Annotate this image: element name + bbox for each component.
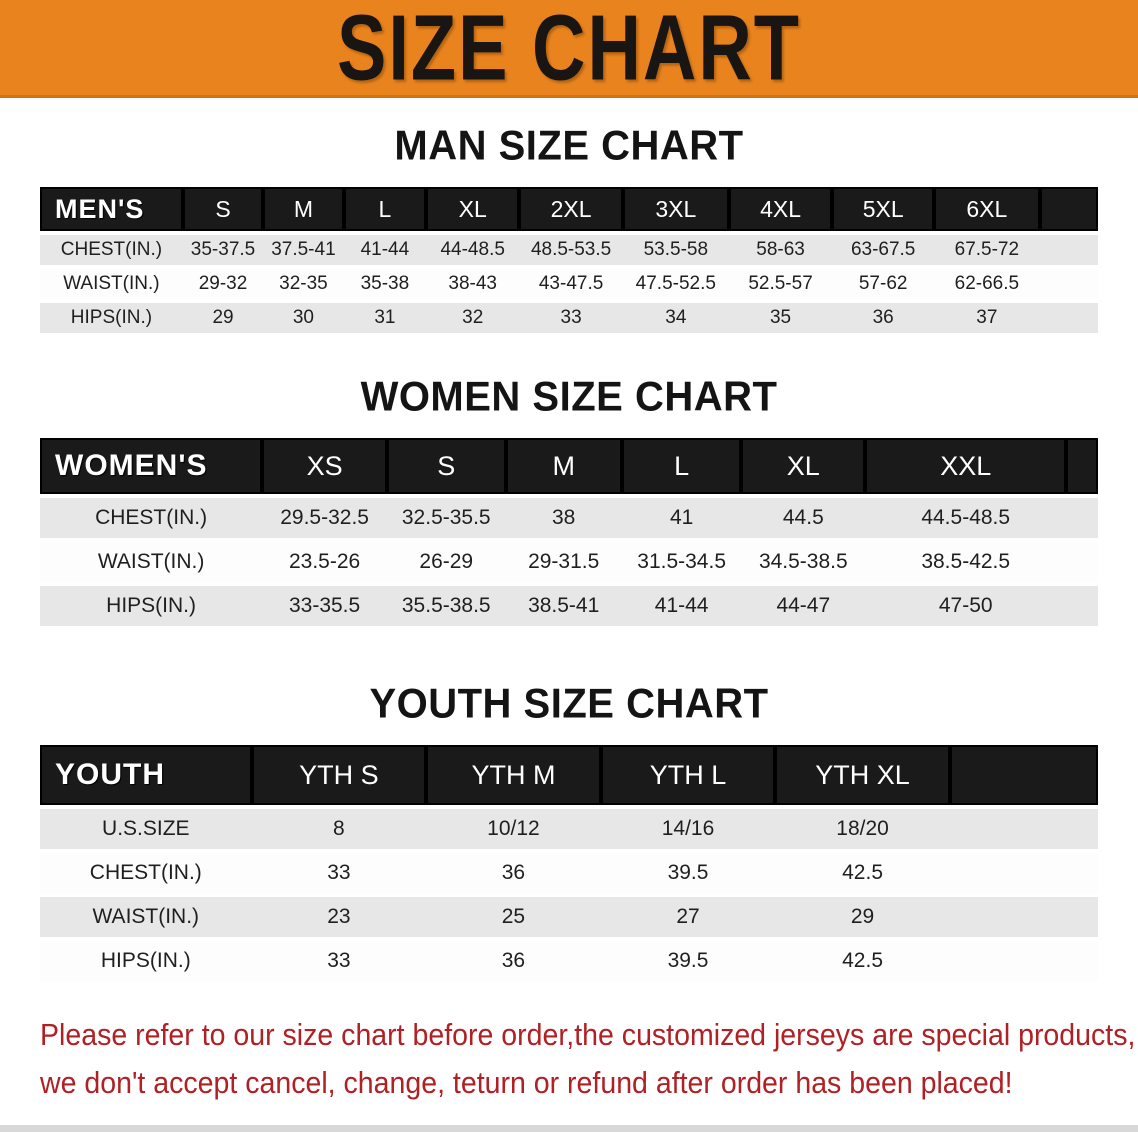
- value-cell: 36: [426, 853, 601, 893]
- spacer-cell: [1066, 438, 1098, 494]
- value-cell: 32: [426, 303, 519, 333]
- value-cell: 29.5-32.5: [262, 498, 387, 538]
- banner-title: SIZE CHART: [337, 0, 801, 98]
- value-cell: 67.5-72: [934, 235, 1040, 265]
- table-row: [40, 941, 1098, 981]
- value-cell: 38.5-42.5: [865, 542, 1066, 582]
- size-column-header: YTH S: [252, 745, 427, 805]
- table-row: [40, 586, 1098, 626]
- value-cell: 29-32: [183, 269, 263, 299]
- value-cell: 43-47.5: [519, 269, 623, 299]
- value-cell: 29-31.5: [506, 542, 622, 582]
- spacer-cell: [1040, 235, 1098, 265]
- disclaimer-text: [40, 1011, 1135, 1107]
- value-cell: 10/12: [426, 809, 601, 849]
- table-row: [40, 303, 1098, 333]
- row-label: WAIST(IN.): [40, 269, 183, 299]
- spacer-cell: [950, 897, 1098, 937]
- spacer-cell: [1066, 542, 1098, 582]
- value-cell: 62-66.5: [934, 269, 1040, 299]
- size-column-header: XS: [262, 438, 387, 494]
- size-column-header: L: [344, 187, 427, 231]
- table-row: [40, 853, 1098, 893]
- value-cell: 38-43: [426, 269, 519, 299]
- value-cell: 41-44: [622, 586, 742, 626]
- value-cell: 48.5-53.5: [519, 235, 623, 265]
- value-cell: 63-67.5: [832, 235, 934, 265]
- size-column-header: XXL: [865, 438, 1066, 494]
- value-cell: 44-48.5: [426, 235, 519, 265]
- size-column-header: 6XL: [934, 187, 1040, 231]
- value-cell: 34.5-38.5: [741, 542, 865, 582]
- size-chart-banner: [0, 0, 1138, 98]
- size-column-header: YTH XL: [775, 745, 950, 805]
- value-cell: 36: [832, 303, 934, 333]
- spacer-cell: [1040, 187, 1098, 231]
- size-column-header: L: [622, 438, 742, 494]
- size-column-header: S: [183, 187, 263, 231]
- row-label: CHEST(IN.): [40, 235, 183, 265]
- men-header-row: [40, 187, 1098, 231]
- size-column-header: YTH M: [426, 745, 601, 805]
- table-row: [40, 269, 1098, 299]
- value-cell: 30: [263, 303, 343, 333]
- youth-corner-label: YOUTH: [40, 745, 252, 805]
- value-cell: 23: [252, 897, 427, 937]
- women-header-row: [40, 438, 1098, 494]
- men-size-table: [40, 183, 1098, 337]
- size-column-header: M: [263, 187, 343, 231]
- value-cell: 35-38: [344, 269, 427, 299]
- value-cell: 35: [729, 303, 833, 333]
- value-cell: 33-35.5: [262, 586, 387, 626]
- value-cell: 39.5: [601, 853, 776, 893]
- spacer-cell: [950, 809, 1098, 849]
- men-section-heading: MAN SIZE CHART: [394, 122, 744, 170]
- value-cell: 44-47: [741, 586, 865, 626]
- value-cell: 44.5-48.5: [865, 498, 1066, 538]
- value-cell: 34: [623, 303, 729, 333]
- value-cell: 25: [426, 897, 601, 937]
- value-cell: 14/16: [601, 809, 776, 849]
- value-cell: 32-35: [263, 269, 343, 299]
- size-column-header: XL: [741, 438, 865, 494]
- row-label: WAIST(IN.): [40, 542, 262, 582]
- value-cell: 37: [934, 303, 1040, 333]
- value-cell: 38: [506, 498, 622, 538]
- row-label: CHEST(IN.): [40, 498, 262, 538]
- row-label: HIPS(IN.): [40, 586, 262, 626]
- size-column-header: 5XL: [832, 187, 934, 231]
- size-column-header: S: [387, 438, 505, 494]
- size-column-header: 2XL: [519, 187, 623, 231]
- row-label: U.S.SIZE: [40, 809, 252, 849]
- women-size-table: [40, 434, 1098, 630]
- disclaimer-line-2: we don't accept cancel, change, teturn or refund after order has been placed!: [40, 1065, 1013, 1100]
- spacer-cell: [1040, 269, 1098, 299]
- value-cell: 32.5-35.5: [387, 498, 505, 538]
- spacer-cell: [950, 745, 1098, 805]
- value-cell: 31: [344, 303, 427, 333]
- youth-size-table: [40, 741, 1098, 985]
- value-cell: 47-50: [865, 586, 1066, 626]
- value-cell: 29: [775, 897, 950, 937]
- value-cell: 41: [622, 498, 742, 538]
- women-corner-label: WOMEN'S: [40, 438, 262, 494]
- value-cell: 53.5-58: [623, 235, 729, 265]
- value-cell: 31.5-34.5: [622, 542, 742, 582]
- table-row: [40, 809, 1098, 849]
- spacer-cell: [950, 941, 1098, 981]
- value-cell: 29: [183, 303, 263, 333]
- men-corner-label: MEN'S: [40, 187, 183, 231]
- value-cell: 38.5-41: [506, 586, 622, 626]
- value-cell: 41-44: [344, 235, 427, 265]
- row-label: HIPS(IN.): [40, 303, 183, 333]
- youth-header-row: [40, 745, 1098, 805]
- value-cell: 44.5: [741, 498, 865, 538]
- youth-section-heading: YOUTH SIZE CHART: [369, 680, 769, 728]
- spacer-cell: [1066, 586, 1098, 626]
- table-row: [40, 542, 1098, 582]
- disclaimer-line-1: Please refer to our size chart before order,the customized jerseys are special products,: [40, 1017, 1136, 1052]
- table-row: [40, 235, 1098, 265]
- value-cell: 37.5-41: [263, 235, 343, 265]
- value-cell: 33: [519, 303, 623, 333]
- size-column-header: 3XL: [623, 187, 729, 231]
- value-cell: 18/20: [775, 809, 950, 849]
- value-cell: 42.5: [775, 853, 950, 893]
- spacer-cell: [950, 853, 1098, 893]
- value-cell: 57-62: [832, 269, 934, 299]
- spacer-cell: [1066, 498, 1098, 538]
- spacer-cell: [1040, 303, 1098, 333]
- size-column-header: 4XL: [729, 187, 833, 231]
- value-cell: 35.5-38.5: [387, 586, 505, 626]
- size-column-header: XL: [426, 187, 519, 231]
- value-cell: 33: [252, 941, 427, 981]
- table-row: [40, 498, 1098, 538]
- value-cell: 52.5-57: [729, 269, 833, 299]
- table-row: [40, 897, 1098, 937]
- value-cell: 58-63: [729, 235, 833, 265]
- value-cell: 27: [601, 897, 776, 937]
- value-cell: 8: [252, 809, 427, 849]
- women-section-heading: WOMEN SIZE CHART: [360, 373, 778, 421]
- size-column-header: YTH L: [601, 745, 776, 805]
- value-cell: 36: [426, 941, 601, 981]
- value-cell: 42.5: [775, 941, 950, 981]
- row-label: WAIST(IN.): [40, 897, 252, 937]
- value-cell: 35-37.5: [183, 235, 263, 265]
- value-cell: 47.5-52.5: [623, 269, 729, 299]
- value-cell: 23.5-26: [262, 542, 387, 582]
- row-label: CHEST(IN.): [40, 853, 252, 893]
- value-cell: 26-29: [387, 542, 505, 582]
- row-label: HIPS(IN.): [40, 941, 252, 981]
- bottom-border-strip: [0, 1125, 1138, 1132]
- size-column-header: M: [506, 438, 622, 494]
- value-cell: 33: [252, 853, 427, 893]
- value-cell: 39.5: [601, 941, 776, 981]
